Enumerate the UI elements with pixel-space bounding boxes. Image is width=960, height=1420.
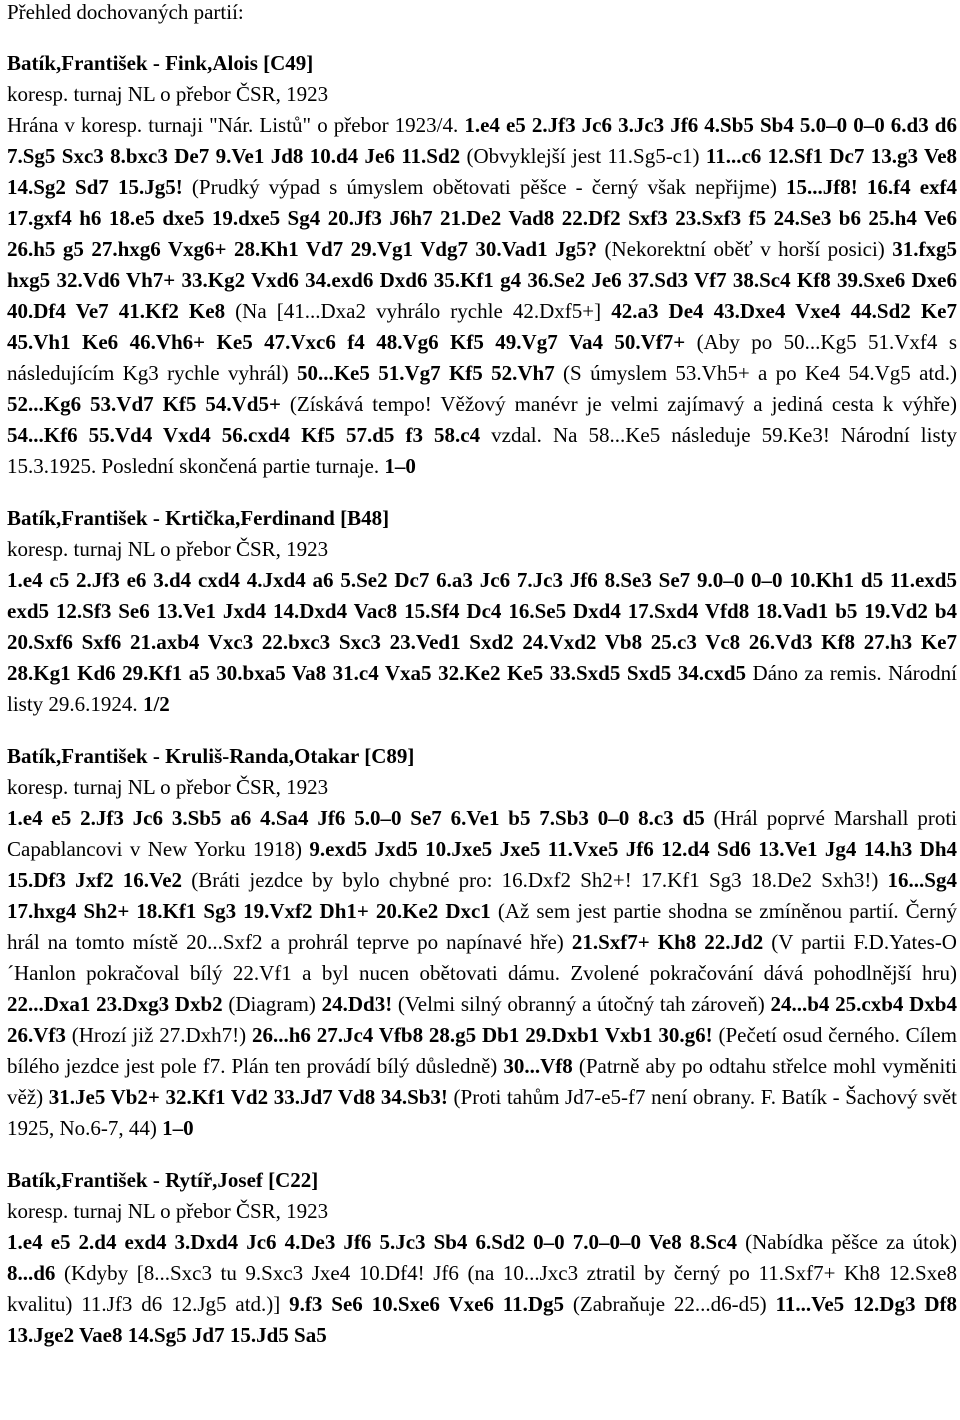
annotation-text: (Diagram) <box>222 992 322 1016</box>
move-sequence: 1.e4 c5 2.Jf3 e6 3.d4 cxd4 4.Jxd4 a6 5.Se2 Dc7 6.a3 Jc6 7.Jc3 Jf6 8.Se3 Se7 9.0–0 0–0 10.Kh1 d5 11.exd5 exd5 12.Sf3 Se6 13.Ve1 Jxd4 14.Dxd4 Vac8 15.Sf4 Dc4 16.Se5 Dxd4 17.Sxd4 Vfd8 18.Vad1 b5 19.Vd2 b4 20.Sxf6 Sxf6 21.axb4 Vxc3 22.bxc3 Sxc3 23.Ved1 Sxd2 24.Vxd2 Vb8 25.c3 Vc8 26.Vd3 Kf8 27.h3 Ke7 28.Kg1 Kd6 29.Kf1 a5 30.bxa5 Va8 31.c4 Vxa5 32.Ke2 Ke5 33.Sxd5 Sxd5 34.cxd5 <box>7 568 957 685</box>
annotation-text: (S úmyslem 53.Vh5+ a po Ke4 54.Vg5 atd.) <box>554 361 957 385</box>
annotation-text: (Na [41...Dxa2 vyhrálo rychle 42.Dxf5+] <box>225 299 612 323</box>
move-sequence: 1/2 <box>142 692 170 716</box>
annotation-text: (Obvyklejší jest 11.Sg5-c1) <box>460 144 706 168</box>
move-sequence: 50...Ke5 51.Vg7 Kf5 52.Vh7 <box>296 361 555 385</box>
annotation-text: (Proti tahům Jd7-e5-f7 není obrany. F. Batík - Šachový svět 1925, No.6-7, 44) <box>7 1085 957 1140</box>
annotation-text: (Patrně aby po odtahu střelce mohl vyměniti věž) <box>7 1054 957 1109</box>
move-sequence: 24...b4 25.cxb4 Dxb4 26.Vf3 <box>7 992 957 1047</box>
page-title: Přehled dochovaných partií: <box>7 0 244 24</box>
move-sequence: 15...Jf8! 16.f4 exf4 17.gxf4 h6 18.e5 dxe5 19.dxe5 Sg4 20.Jf3 J6h7 21.De2 Vad8 22.Df2 Sxf3 23.Sxf3 f5 24.Se3 b6 25.h4 Ve6 26.h5 g5 27.hxg6 Vxg6+ 28.Kh1 Vd7 29.Vg1 Vdg7 30.Vad1 Jg5? <box>7 175 958 261</box>
game-moves <box>7 803 957 1144</box>
annotation-text: (Až sem jest partie shodna se zmíněnou partií. Černý hrál na tomto místě 20...Sxf2 a prohrál teprve po napínavé hře) <box>7 899 957 954</box>
game-header: Batík,František - Rytíř,Josef [C22] <box>7 1168 319 1192</box>
game-record <box>7 48 957 482</box>
annotation-text: (Nekorektní oběť v horší posici) <box>597 237 893 261</box>
move-sequence: 22...Dxa1 23.Dxg3 Dxb2 <box>7 992 223 1016</box>
annotation-text: (Pečetí osud černého. Cílem bílého jezdce jest pole f7. Plán ten provádí bílý důsledně) <box>7 1023 958 1078</box>
annotation-text: (V partii F.D.Yates-O´Hanlon pokračoval bílý 22.Vf1 a byl nucen obětovati dámu. Zvolené pokračování dává pohodlnější hru) <box>7 930 957 985</box>
move-sequence: 9.f3 Se6 10.Sxe6 Vxe6 11.Dg5 <box>289 1292 565 1316</box>
move-sequence: 54...Kf6 55.Vd4 Vxd4 56.cxd4 Kf5 57.d5 f3 58.c4 <box>7 423 481 447</box>
move-sequence: 11...Ve5 12.Dg3 Df8 13.Jge2 Vae8 14.Sg5 Jd7 15.Jd5 Sa5 <box>7 1292 957 1347</box>
game-moves <box>7 565 957 720</box>
annotation-text: (Prudký výpad s úmyslem obětovati pěšce - černý však nepřijme) <box>182 175 786 199</box>
annotation-text: Dáno za remis. Národní listy 29.6.1924. <box>7 661 957 716</box>
move-sequence: 21.Sxf7+ Kh8 22.Jd2 <box>571 930 764 954</box>
annotation-text: (Hrozí již 27.Dxh7!) <box>65 1023 252 1047</box>
move-sequence: 1.e4 e5 2.Jf3 Jc6 3.Sb5 a6 4.Sa4 Jf6 5.0–0 Se7 6.Ve1 b5 7.Sb3 0–0 8.c3 d5 <box>7 806 705 830</box>
annotation-text: Hrána v koresp. turnaji "Nár. Listů" o přebor 1923/4. <box>7 113 465 137</box>
move-sequence: 42.a3 De4 43.Dxe4 Vxe4 44.Sd2 Ke7 45.Vh1 Ke6 46.Vh6+ Ke5 47.Vxc6 f4 48.Vg6 Kf5 49.Vg7 Va4 50.Vf7+ <box>7 299 957 354</box>
annotation-text: (Získává tempo! Věžový manévr je velmi zajímavý a jediná cesta k výhře) <box>280 392 957 416</box>
move-sequence: 52...Kg6 53.Vd7 Kf5 54.Vd5+ <box>7 392 281 416</box>
move-sequence: 11...c6 12.Sf1 Dc7 13.g3 Ve8 14.Sg2 Sd7 15.Jg5! <box>7 144 958 199</box>
game-event: koresp. turnaj NL o přebor ČSR, 1923 <box>7 537 329 561</box>
move-sequence: 1.e4 e5 2.d4 exd4 3.Dxd4 Jc6 4.De3 Jf6 5.Jc3 Sb4 6.Sd2 0–0 7.0–0–0 Ve8 8.Sc4 <box>7 1230 738 1254</box>
annotation-text: (Nabídka pěšce za útok) <box>737 1230 957 1254</box>
game-header: Batík,František - Krtička,Ferdinand [B48] <box>7 506 390 530</box>
move-sequence: 26...h6 27.Jc4 Vfb8 28.g5 Db1 29.Dxb1 Vxb1 30.g6! <box>251 1023 713 1047</box>
move-sequence: 31.fxg5 hxg5 32.Vd6 Vh7+ 33.Kg2 Vxd6 34.exd6 Dxd6 35.Kf1 g4 36.Se2 Je6 37.Sd3 Vf7 38.Sc4 Kf8 39.Sxe6 Dxe6 40.Df4 Ve7 41.Kf2 Ke8 <box>7 237 957 323</box>
move-sequence: 30...Vf8 <box>503 1054 573 1078</box>
move-sequence: 31.Je5 Vb2+ 32.Kf1 Vd2 33.Jd7 Vd8 34.Sb3! <box>48 1085 448 1109</box>
move-sequence: 8...d6 <box>7 1261 56 1285</box>
move-sequence: 1–0 <box>162 1116 194 1140</box>
game-header: Batík,František - Fink,Alois [C49] <box>7 51 314 75</box>
annotation-text: (Bráti jezdce by bylo chybné pro: 16.Dxf2 Sh2+! 17.Kf1 Sg3 18.De2 Sxh3!) <box>182 868 888 892</box>
games-list <box>7 48 957 1351</box>
game-record <box>7 1165 957 1351</box>
annotation-text: (Zabraňuje 22...d6-d5) <box>564 1292 776 1316</box>
move-sequence: 1–0 <box>384 454 416 478</box>
game-event: koresp. turnaj NL o přebor ČSR, 1923 <box>7 775 329 799</box>
game-moves <box>7 110 957 482</box>
game-moves <box>7 1227 957 1351</box>
annotation-text: (Aby po 50...Kg5 51.Vxf4 s následujícím Kg3 rychle vyhrál) <box>7 330 958 385</box>
annotation-text: (Kdyby [8...Sxc3 tu 9.Sxc3 Jxe4 10.Df4! Jf6 (na 10...Jxc3 ztratil by černý po 11.Sxf7+ Kh8 12.Sxe8 kvalitu) 11.Jf3 d6 12.Jg5 atd.)] <box>7 1261 957 1316</box>
game-event: koresp. turnaj NL o přebor ČSR, 1923 <box>7 82 329 106</box>
annotation-text: (Hrál poprvé Marshall proti Capablancovi v New Yorku 1918) <box>7 806 957 861</box>
game-record <box>7 741 957 1144</box>
move-sequence: 9.exd5 Jxd5 10.Jxe5 Jxe5 11.Vxe5 Jf6 12.d4 Sd6 13.Ve1 Jg4 14.h3 Dh4 15.Df3 Jxf2 16.Ve2 <box>7 837 957 892</box>
game-event: koresp. turnaj NL o přebor ČSR, 1923 <box>7 1199 329 1223</box>
annotation-text: vzdal. Na 58...Ke5 následuje 59.Ke3! Národní listy 15.3.1925. Poslední skončená partie turnaje. <box>7 423 957 478</box>
move-sequence: 24.Dd3! <box>321 992 393 1016</box>
game-record <box>7 503 957 720</box>
game-header: Batík,František - Kruliš-Randa,Otakar [C89] <box>7 744 415 768</box>
annotation-text: (Velmi silný obranný a útočný tah zároveň) <box>392 992 771 1016</box>
move-sequence: 16...Sg4 17.hxg4 Sh2+ 18.Kf1 Sg3 19.Vxf2 Dh1+ 20.Ke2 Dxc1 <box>7 868 957 923</box>
move-sequence: 1.e4 e5 2.Jf3 Jc6 3.Jc3 Jf6 4.Sb5 Sb4 5.0–0 0–0 6.d3 d6 7.Sg5 Sxc3 8.bxc3 De7 9.Ve1 Jd8 10.d4 Je6 11.Sd2 <box>7 113 957 168</box>
